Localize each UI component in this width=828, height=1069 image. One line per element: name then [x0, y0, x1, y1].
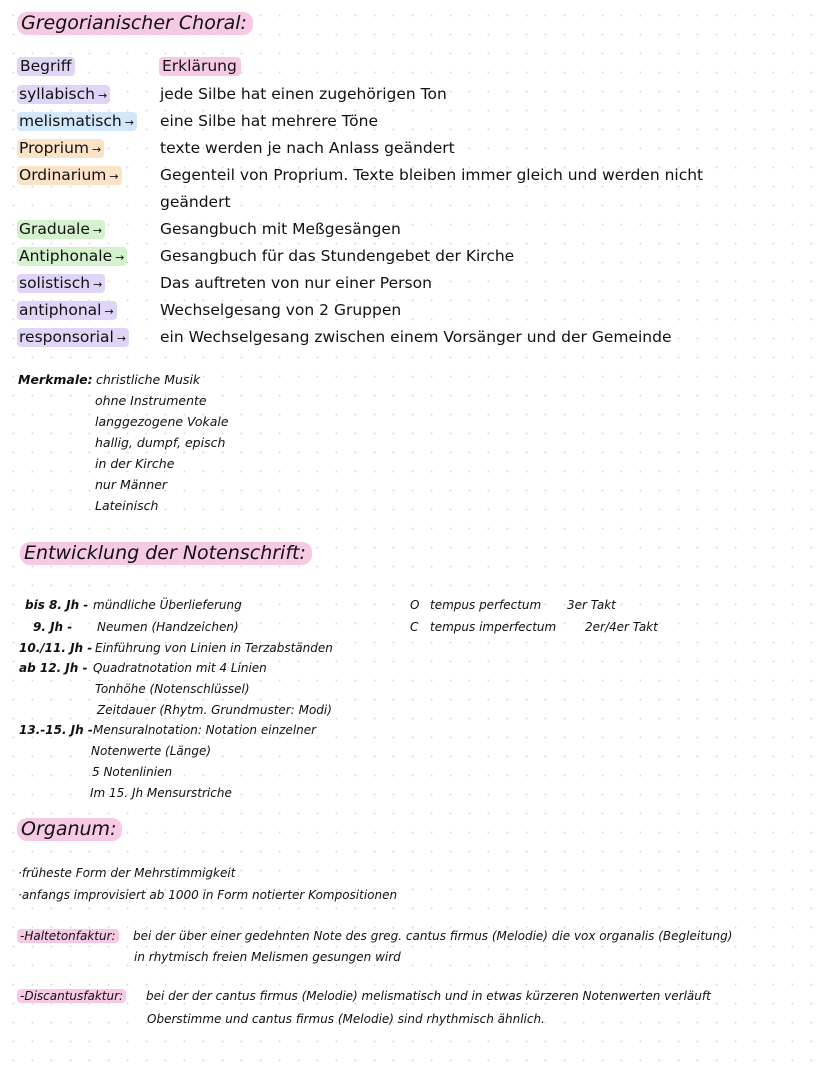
era-label: bis 8. Jh - [25, 598, 89, 612]
definition-antiphonal: Wechselgesang von 2 Gruppen [160, 301, 402, 319]
definition-responsorial: ein Wechselgesang zwischen einem Vorsänger und der Gemeinde [160, 328, 672, 346]
era-description: Im 15. Jh Mensurstriche [90, 786, 232, 800]
term-melismatisch [17, 112, 137, 131]
definition-ordinarium: Gegenteil von Proprium. Texte bleiben immer gleich und werden nicht [160, 166, 704, 184]
definition-melismatisch: eine Silbe hat mehrere Töne [160, 112, 379, 130]
era-description: Notenwerte (Länge) [91, 744, 212, 758]
merkmal-item: nur Männer [95, 477, 168, 492]
column-header-erklaerung: Erklärung [159, 57, 241, 76]
definition-solistisch: Das auftreten von nur einer Person [160, 274, 432, 292]
term-label: syllabisch [19, 85, 95, 103]
section-title-organum: Organum: [17, 818, 122, 841]
arrow-icon: → [109, 170, 119, 183]
term-responsorial [17, 328, 129, 347]
term-proprium [17, 139, 104, 158]
organum-bullet-1: ·früheste Form der Mehrstimmigkeit [18, 866, 236, 880]
term-label: melismatisch [19, 112, 122, 130]
arrow-icon: → [115, 251, 125, 264]
era-description: Einführung von Linien in Terzabständen [95, 641, 333, 655]
arrow-icon: → [124, 116, 134, 129]
tempus-symbol: C [410, 620, 419, 634]
haltetonfaktur-label: -Haltetonfaktur: [17, 929, 119, 943]
haltetonfaktur-line-2: in rhytmisch freien Melismen gesungen wird [134, 950, 401, 964]
arrow-icon: → [92, 224, 103, 237]
definition-graduale: Gesangbuch mit Meßgesängen [160, 220, 401, 238]
term-label: antiphonal [19, 301, 102, 319]
term-label: responsorial [19, 328, 114, 346]
merkmale-label: Merkmale: [18, 372, 93, 387]
tempus-meter: 2er/4er Takt [585, 620, 658, 634]
merkmal-item: langgezogene Vokale [95, 414, 229, 429]
haltetonfaktur-line-1: bei der über einer gedehnten Note des greg. cantus firmus (Melodie) die vox organalis (Begleitung) [133, 929, 733, 943]
column-header-begriff: Begriff [17, 57, 75, 76]
arrow-icon: → [104, 305, 114, 318]
arrow-icon: → [116, 332, 127, 345]
era-description: 5 Notenlinien [92, 765, 173, 779]
section-title-gregorianischer-choral: Gregorianischer Choral: [17, 12, 253, 35]
arrow-icon: → [97, 89, 108, 102]
section-title-notenschrift: Entwicklung der Notenschrift: [20, 542, 312, 565]
term-label: Ordinarium [19, 166, 107, 184]
term-label: Graduale [19, 220, 90, 238]
definition-syllabisch: jede Silbe hat einen zugehörigen Ton [160, 85, 447, 103]
discantusfaktur-line-1: bei der der cantus firmus (Melodie) melismatisch und in etwas kürzeren Notenwerten verläuft [146, 989, 711, 1003]
merkmal-item: Lateinisch [95, 498, 159, 513]
term-antiphonale [17, 247, 127, 266]
organum-bullet-2: ·anfangs improvisiert ab 1000 in Form notierter Kompositionen [18, 888, 398, 902]
term-graduale [17, 220, 105, 239]
definition-antiphonale: Gesangbuch für das Stundengebet der Kirche [160, 247, 515, 265]
era-description: mündliche Überlieferung [93, 598, 242, 612]
era-description: Tonhöhe (Notenschlüssel) [95, 682, 250, 696]
era-description: Quadratnotation mit 4 Linien [93, 661, 267, 675]
tempus-name: tempus perfectum [430, 598, 542, 612]
definition-ordinarium-cont: geändert [160, 193, 231, 211]
term-label: Antiphonale [19, 247, 113, 265]
era-label: 10./11. Jh - [19, 641, 93, 655]
merkmal-item: in der Kirche [95, 456, 175, 471]
merkmal-item: ohne Instrumente [95, 393, 207, 408]
term-label: Proprium [19, 139, 90, 157]
tempus-symbol: O [410, 598, 420, 612]
tempus-meter: 3er Takt [567, 598, 616, 612]
arrow-icon: → [92, 143, 102, 156]
term-label: solistisch [19, 274, 91, 292]
term-syllabisch [17, 85, 110, 104]
term-ordinarium [17, 166, 122, 185]
era-label: 13.-15. Jh - [19, 723, 93, 737]
merkmal-item: christliche Musik [96, 372, 201, 387]
definition-proprium: texte werden je nach Anlass geändert [160, 139, 455, 157]
era-label: ab 12. Jh - [19, 661, 88, 675]
merkmal-item: hallig, dumpf, episch [95, 435, 226, 450]
tempus-name: tempus imperfectum [430, 620, 557, 634]
era-description: Mensuralnotation: Notation einzelner [93, 723, 317, 737]
term-antiphonal [17, 301, 117, 320]
discantusfaktur-label: -Discantusfaktur: [17, 989, 126, 1003]
term-solistisch [17, 274, 105, 293]
arrow-icon: → [93, 278, 103, 291]
discantusfaktur-line-2: Oberstimme und cantus firmus (Melodie) sind rhythmisch ähnlich. [147, 1012, 545, 1026]
era-description: Neumen (Handzeichen) [97, 620, 239, 634]
era-label: 9. Jh - [33, 620, 73, 634]
era-description: Zeitdauer (Rhytm. Grundmuster: Modi) [97, 703, 332, 717]
